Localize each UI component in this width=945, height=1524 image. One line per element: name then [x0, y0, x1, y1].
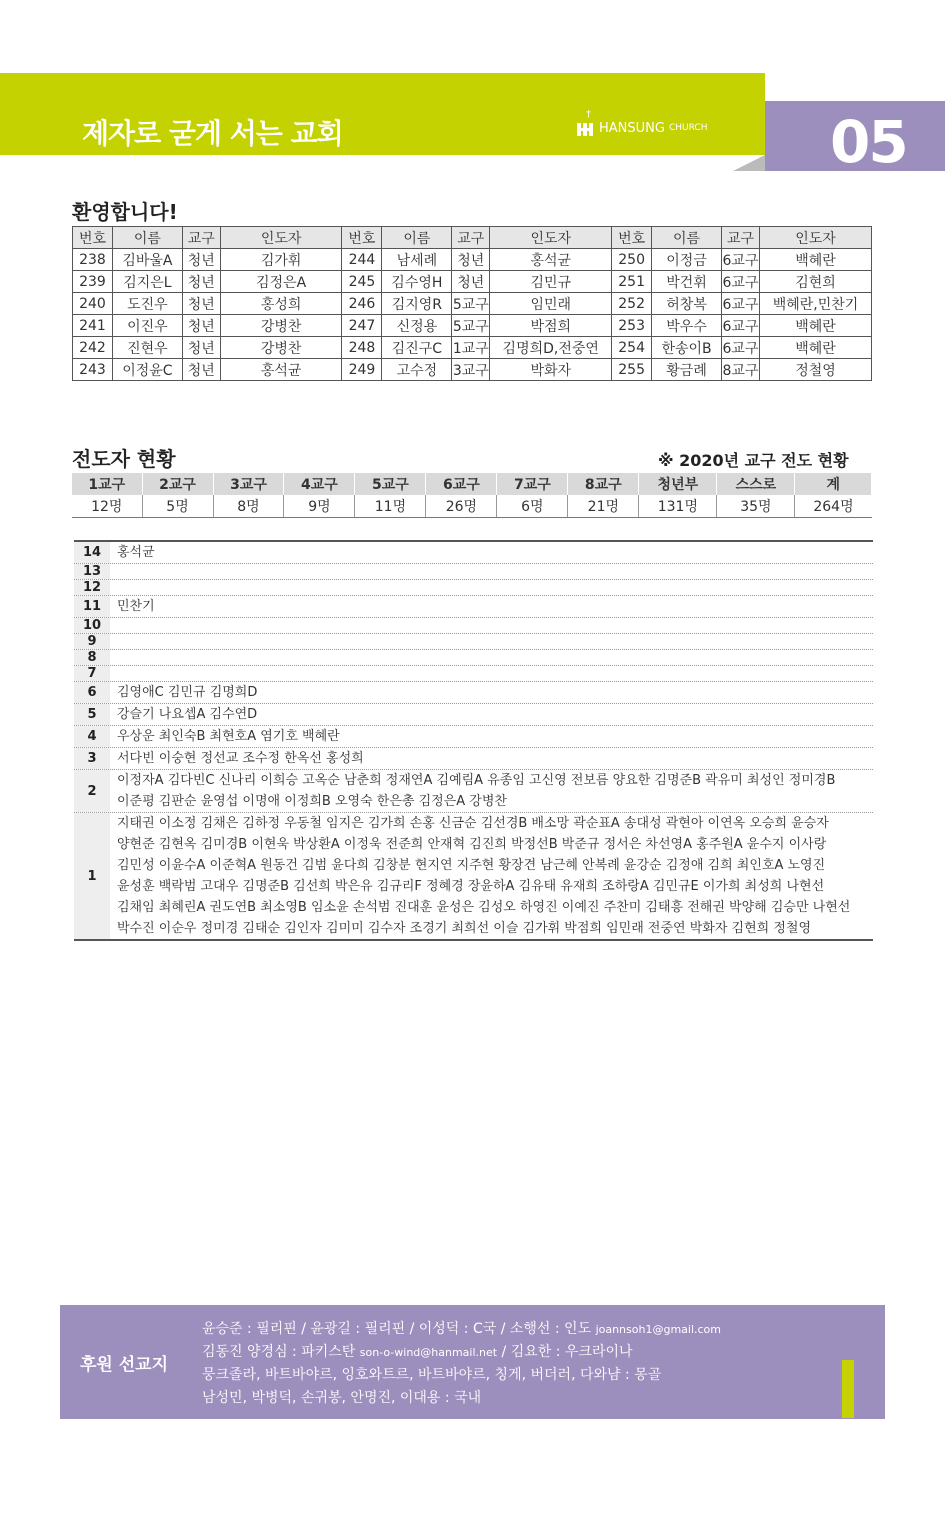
evangelism-header-cell: 계 [795, 473, 872, 495]
welcome-header-cell: 교구 [182, 227, 220, 249]
table-cell: 245 [342, 271, 382, 293]
ranking-count: 5 [74, 704, 110, 725]
evangelism-header-cell: 7교구 [497, 473, 568, 495]
table-cell: 청년 [182, 293, 220, 315]
welcome-header-cell: 이름 [382, 227, 452, 249]
table-cell: 청년 [182, 271, 220, 293]
welcome-header-cell: 인도자 [760, 227, 872, 249]
evangelism-header-cell: 1교구 [72, 473, 142, 495]
logo-name: HANSUNG [599, 120, 665, 136]
evangelism-title: 전도자 현황 [72, 447, 176, 471]
table-cell: 255 [612, 359, 652, 381]
table-cell: 청년 [452, 271, 490, 293]
ranking-row [74, 726, 873, 748]
table-cell: 진현우 [112, 337, 182, 359]
table-cell: 박건휘 [652, 271, 722, 293]
table-cell: 이정금 [652, 249, 722, 271]
table-cell: 한송이B [652, 337, 722, 359]
ranking-row [74, 682, 873, 704]
table-cell: 강병찬 [220, 337, 342, 359]
ranking-count: 7 [74, 666, 110, 681]
table-row [73, 293, 872, 315]
welcome-header-cell: 교구 [452, 227, 490, 249]
table-cell: 정철영 [760, 359, 872, 381]
ranking-count: 14 [74, 542, 110, 563]
welcome-title: 환영합니다! [72, 200, 178, 224]
table-cell: 244 [342, 249, 382, 271]
table-cell: 도진우 [112, 293, 182, 315]
table-cell: 김바울A [112, 249, 182, 271]
evangelism-value-cell: 5명 [142, 495, 213, 518]
table-cell: 이진우 [112, 315, 182, 337]
table-cell: 6교구 [722, 315, 760, 337]
table-cell: 홍석균 [220, 359, 342, 381]
table-cell: 청년 [452, 249, 490, 271]
table-cell: 신정용 [382, 315, 452, 337]
table-cell: 백혜란 [760, 315, 872, 337]
support-line-3: 뭉크졸라, 바트바야르, 잉호와트르, 바트바야르, 칭게, 버더러, 다와냠 : 몽골 [202, 1367, 662, 1383]
ranking-names [110, 564, 873, 579]
table-row [73, 271, 872, 293]
ranking-row [74, 634, 873, 650]
ranking-count: 1 [74, 813, 110, 939]
ranking-count: 2 [74, 770, 110, 812]
ranking-row [74, 748, 873, 770]
ranking-count: 9 [74, 634, 110, 649]
ranking-names: 민찬기 [117, 599, 155, 614]
evangelism-value-cell: 6명 [497, 495, 568, 518]
welcome-header-cell: 이름 [112, 227, 182, 249]
ranking-names: 우상운 최인숙B 최현호A 염기호 백혜란 [117, 729, 340, 744]
welcome-header-cell: 번호 [612, 227, 652, 249]
table-cell: 254 [612, 337, 652, 359]
table-cell: 청년 [182, 359, 220, 381]
table-cell: 6교구 [722, 293, 760, 315]
support-email-1: joannsoh1@gmail.com [595, 1323, 722, 1336]
table-cell: 박화자 [490, 359, 612, 381]
tab-fold [733, 155, 765, 171]
table-cell: 김정은A [220, 271, 342, 293]
ranking-row [74, 596, 873, 618]
table-cell: 5교구 [452, 315, 490, 337]
ranking-row [74, 564, 873, 580]
table-row [73, 337, 872, 359]
evangelism-value-cell: 8명 [213, 495, 284, 518]
table-cell: 250 [612, 249, 652, 271]
table-cell: 253 [612, 315, 652, 337]
evangelism-header-cell: 4교구 [284, 473, 355, 495]
table-cell: 김지영R [382, 293, 452, 315]
table-cell: 김명희D,전중연 [490, 337, 612, 359]
welcome-header-cell: 인도자 [220, 227, 342, 249]
evangelism-header-cell: 8교구 [568, 473, 639, 495]
church-logo [577, 120, 707, 136]
logo-sub: CHURCH [668, 123, 708, 133]
evangelism-value-row [72, 495, 872, 518]
cross-icon: † [586, 109, 591, 120]
table-cell: 김민규 [490, 271, 612, 293]
support-line-2: 김동진 양경심 : 파키스탄 son-o-wind@hanmail.net / 김요한 : 우크라이나 [202, 1344, 633, 1360]
table-cell: 허창복 [652, 293, 722, 315]
table-cell: 청년 [182, 315, 220, 337]
ranking-row [74, 666, 873, 682]
ranking-count: 13 [74, 564, 110, 579]
evangelism-value-cell: 12명 [72, 495, 142, 518]
table-cell: 6교구 [722, 337, 760, 359]
support-line-4: 남성민, 박병덕, 손귀봉, 안명진, 이대용 : 국내 [202, 1390, 482, 1406]
evangelism-header-cell: 청년부 [639, 473, 717, 495]
evangelism-table [72, 473, 872, 518]
table-cell: 백혜란,민찬기 [760, 293, 872, 315]
table-row [73, 249, 872, 271]
support-label: 후원 선교지 [80, 1355, 169, 1375]
table-cell: 5교구 [452, 293, 490, 315]
table-cell: 임민래 [490, 293, 612, 315]
evangelism-value-cell: 35명 [717, 495, 795, 518]
evangelism-header-row [72, 473, 872, 495]
support-line-1: 윤승준 : 필리핀 / 윤광길 : 필리핀 / 이성덕 : C국 / 소행선 : 인도 joannsoh1@gmail.com [202, 1321, 722, 1337]
ranking-count: 12 [74, 580, 110, 595]
evangelism-value-cell: 131명 [639, 495, 717, 518]
ranking-count: 4 [74, 726, 110, 747]
evangelism-value-cell: 26명 [426, 495, 497, 518]
ranking-names: 지태권 이소정 김채은 김하정 우동철 임지은 김가희 손홍 신금순 김선경B 배소망 곽순표A 송대성 곽현아 이연옥 오승희 윤승자 양현준 김현옥 김미경B 이현욱 박상환A 이정욱 전준희 안재혁 김진희 박정선B 박준규 정서은 차선영A 홍주원A 윤수지 이사랑 김민성 이윤수A 이준혁A 원동건 김범 윤다희 김창분 현지연 지주현 황장견 남근혜 안복례 윤강순 김정애 김희 최인호A 노영진 윤성훈 백락범 고대우 김명준B 김선희 박은유 김규리F 정혜경 장윤하A 김유태 유재희 조하랑A 김민규E 이가희 최성희 나현선 김채임 최혜린A 권도연B 최소영B 임소윤 손석범 진대훈 윤성은 김성오 하영진 이예진 주찬미 김태흥 전해권 박양해 김승만 나현선 박수진 이순우 정미경 김태순 김인자 김미미 김수자 조경기 최희선 이슬 김가휘 박점희 임민래 전중연 박화자 김현희 정철영 [117, 816, 851, 936]
table-cell: 249 [342, 359, 382, 381]
support-lines [202, 1318, 721, 1410]
table-cell: 김진구C [382, 337, 452, 359]
ranking-row [74, 770, 873, 813]
ranking-count: 10 [74, 618, 110, 633]
evangelism-value-cell: 21명 [568, 495, 639, 518]
table-cell: 248 [342, 337, 382, 359]
ranking-names [110, 650, 873, 665]
evangelist-ranking [74, 540, 873, 941]
table-cell: 황금례 [652, 359, 722, 381]
evangelism-header-cell: 2교구 [142, 473, 213, 495]
table-cell: 청년 [182, 337, 220, 359]
table-cell: 247 [342, 315, 382, 337]
ranking-names: 홍석균 [117, 545, 155, 560]
welcome-header-cell: 번호 [73, 227, 113, 249]
evangelism-value-cell: 9명 [284, 495, 355, 518]
table-cell: 6교구 [722, 249, 760, 271]
welcome-header-row [73, 227, 872, 249]
page-header-title: 제자로 굳게 서는 교회 [82, 117, 343, 150]
evangelism-header-cell: 3교구 [213, 473, 284, 495]
ranking-names [110, 666, 873, 681]
support-email-2: son-o-wind@hanmail.net [359, 1346, 498, 1359]
table-cell: 246 [342, 293, 382, 315]
ranking-count: 6 [74, 682, 110, 703]
table-cell: 고수정 [382, 359, 452, 381]
table-cell: 251 [612, 271, 652, 293]
table-cell: 242 [73, 337, 113, 359]
table-cell: 홍성희 [220, 293, 342, 315]
table-cell: 6교구 [722, 271, 760, 293]
ranking-row [74, 813, 873, 939]
page-number: 05 [830, 108, 907, 176]
table-cell: 김지은L [112, 271, 182, 293]
table-cell: 이정윤C [112, 359, 182, 381]
ranking-row [74, 618, 873, 634]
support-accent-bar [842, 1360, 854, 1418]
ranking-names: 서다빈 이숭현 정선교 조수정 한옥선 홍성희 [117, 751, 364, 766]
table-cell: 박우수 [652, 315, 722, 337]
table-cell: 김가휘 [220, 249, 342, 271]
ranking-row [74, 542, 873, 564]
welcome-header-cell: 이름 [652, 227, 722, 249]
evangelism-header-cell: 스스로 [717, 473, 795, 495]
table-cell: 8교구 [722, 359, 760, 381]
table-cell: 백혜란 [760, 249, 872, 271]
table-cell: 홍석균 [490, 249, 612, 271]
ranking-count: 3 [74, 748, 110, 769]
table-cell: 김현희 [760, 271, 872, 293]
table-cell: 239 [73, 271, 113, 293]
table-cell: 252 [612, 293, 652, 315]
ranking-names [110, 580, 873, 595]
table-cell: 김수영H [382, 271, 452, 293]
evangelism-note: ※ 2020년 교구 전도 현황 [658, 451, 849, 470]
welcome-header-cell: 번호 [342, 227, 382, 249]
ranking-count: 11 [74, 596, 110, 617]
table-cell: 238 [73, 249, 113, 271]
ranking-names: 강슬기 나요셉A 김수연D [117, 707, 258, 722]
church-logo-icon [577, 120, 593, 136]
welcome-header-cell: 교구 [722, 227, 760, 249]
ranking-row [74, 650, 873, 666]
evangelism-header-cell: 6교구 [426, 473, 497, 495]
ranking-count: 8 [74, 650, 110, 665]
table-row [73, 359, 872, 381]
ranking-row [74, 704, 873, 726]
table-cell: 3교구 [452, 359, 490, 381]
ranking-row [74, 580, 873, 596]
welcome-table [72, 226, 872, 381]
table-cell: 강병찬 [220, 315, 342, 337]
table-cell: 청년 [182, 249, 220, 271]
ranking-names: 김영애C 김민규 김명희D [117, 685, 258, 700]
table-cell: 남세례 [382, 249, 452, 271]
table-cell: 박점희 [490, 315, 612, 337]
ranking-names [110, 618, 873, 633]
evangelism-value-cell: 264명 [795, 495, 872, 518]
table-cell: 243 [73, 359, 113, 381]
table-cell: 240 [73, 293, 113, 315]
welcome-header-cell: 인도자 [490, 227, 612, 249]
table-cell: 백혜란 [760, 337, 872, 359]
ranking-names [110, 634, 873, 649]
evangelism-value-cell: 11명 [355, 495, 426, 518]
table-cell: 241 [73, 315, 113, 337]
ranking-names: 이정자A 김다빈C 신나리 이희승 고옥순 남춘희 정재연A 김예림A 유종임 고신영 전보름 양요한 김명준B 곽유미 최성인 정미경B 이준평 김판순 윤영섭 이명애 이정희B 오영숙 한은총 김정은A 강병찬 [117, 773, 836, 809]
evangelism-header-cell: 5교구 [355, 473, 426, 495]
table-cell: 1교구 [452, 337, 490, 359]
table-row [73, 315, 872, 337]
